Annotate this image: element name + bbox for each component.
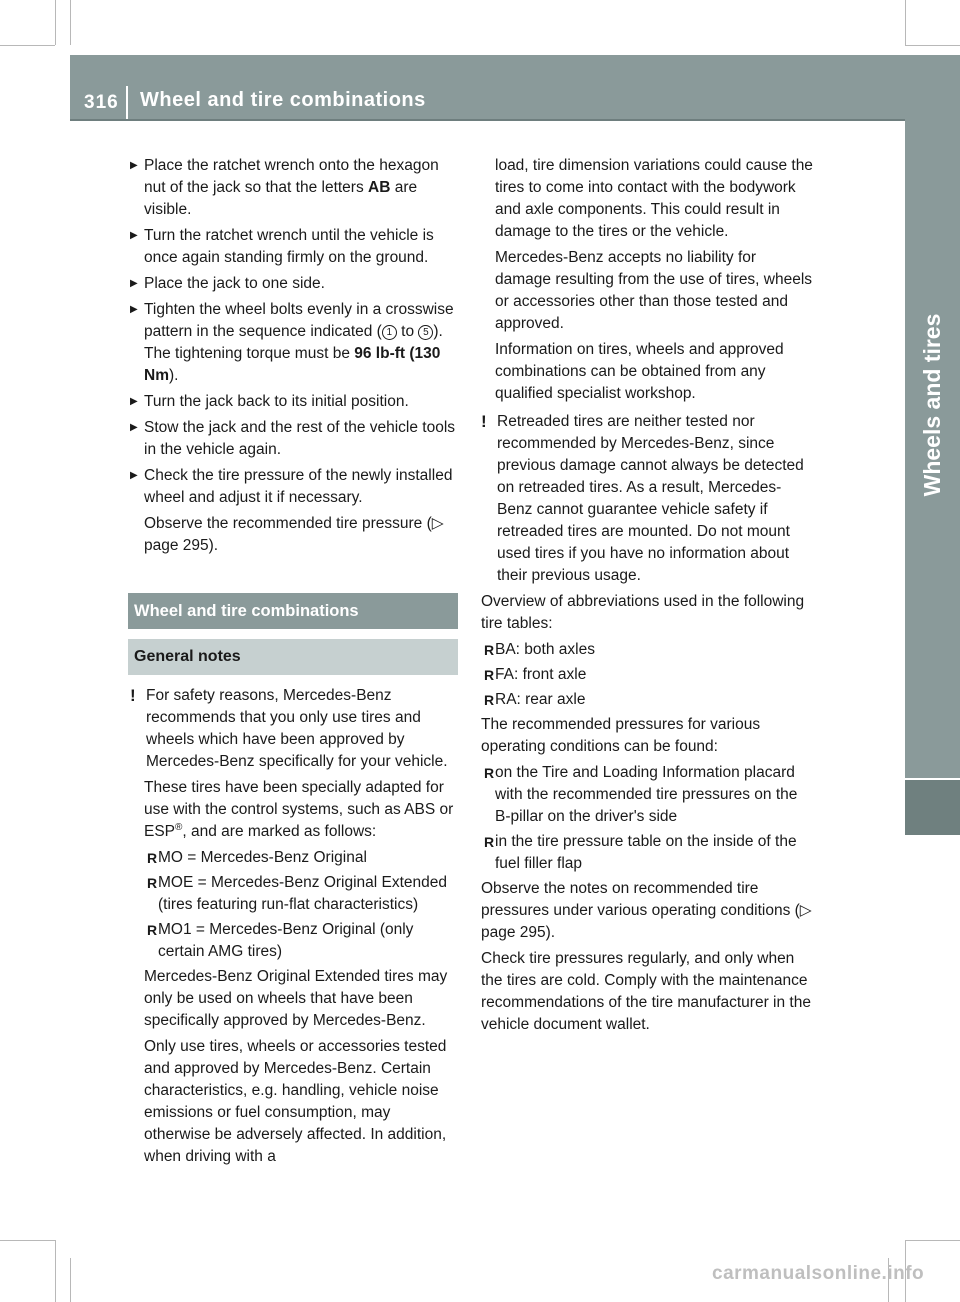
- bullet-icon: R: [147, 875, 158, 891]
- list-item: R on the Tire and Loading Information placard with the recommended tire pressures on the B-pillar on the driver's side: [484, 764, 798, 825]
- paragraph: Information on tires, wheels and approved combinations can be obtained from any qualified specialist workshop.: [495, 341, 784, 402]
- crop-mark: [905, 1240, 960, 1241]
- page-number: 316: [84, 92, 119, 113]
- instruction-step: ▶ Turn the ratchet wrench until the vehicle is once again standing firmly on the ground.: [130, 225, 460, 269]
- section-heading: Wheel and tire combinations: [128, 593, 458, 629]
- warning-icon: !: [130, 686, 136, 705]
- crop-mark: [905, 45, 960, 46]
- instruction-step: ▶ Stow the jack and the rest of the vehicle tools in the vehicle again.: [130, 417, 460, 461]
- right-column: [481, 155, 813, 1040]
- page-title: Wheel and tire combinations: [140, 89, 426, 111]
- header-underline: [70, 119, 905, 121]
- crop-mark: [905, 0, 906, 45]
- list-item: R FA: front axle: [481, 664, 813, 686]
- paragraph: Mercedes-Benz Original Extended tires may only be used on wheels that have been specifically approved by Mercedes-Benz.: [144, 968, 448, 1029]
- bullet-icon: R: [484, 642, 495, 658]
- instruction-step: ▶ Place the ratchet wrench onto the hexagon nut of the jack so that the letters AB are visible.: [130, 155, 460, 221]
- chapter-side-label: Wheels and tires: [919, 313, 945, 497]
- crop-mark: [55, 1240, 56, 1302]
- paragraph: Overview of abbreviations used in the following tire tables:: [481, 593, 805, 632]
- instruction-step: ▶ Turn the jack back to its initial position.: [130, 391, 460, 413]
- instruction-step: ▶ Place the jack to one side.: [130, 273, 460, 295]
- paragraph: The recommended pressures for various operating conditions can be found:: [481, 716, 761, 755]
- sequence-number-icon: 1: [382, 325, 397, 340]
- bullet-icon: R: [484, 834, 495, 850]
- crop-mark: [0, 45, 55, 46]
- list-item: R RA: rear axle: [481, 689, 813, 711]
- bullet-icon: R: [484, 667, 495, 683]
- watermark-text: carmanualsonline.info: [712, 1263, 925, 1284]
- chapter-tab-marker: [905, 780, 960, 835]
- crop-mark: [70, 1258, 71, 1302]
- warning-note: ! For safety reasons, Mercedes-Benz recommends that you only use tires and wheels which have been approved by Mercedes-Benz specifically for your vehicle.: [130, 686, 448, 770]
- list-item: R MO = Mercedes-Benz Original: [130, 847, 460, 869]
- paragraph: Mercedes-Benz accepts no liability for damage resulting from the use of tires, wheels or accessories other than those tested and approved.: [495, 249, 813, 332]
- left-column: [130, 155, 460, 1172]
- crop-mark: [0, 1240, 55, 1241]
- paragraph: Observe the notes on recommended tire pressures under various operating conditions (▷ page 295).: [481, 880, 812, 941]
- header-separator: [126, 86, 128, 119]
- step-note: Observe the recommended tire pressure (▷ page 295).: [144, 515, 444, 554]
- warning-note: ! Retreaded tires are neither tested nor recommended by Mercedes-Benz, since previous damage cannot always be detected on retreaded tires. As a result, Mercedes-Benz cannot guarantee vehicle safety if retreaded tires are mounted. Do not mount used tires if you have no information about their previous usage.: [481, 412, 804, 584]
- crop-mark: [55, 0, 56, 45]
- list-item: R MO1 = Mercedes-Benz Original (only certain AMG tires): [147, 921, 414, 960]
- warning-icon: !: [481, 412, 487, 431]
- paragraph: load, tire dimension variations could cause the tires to come into contact with the bodywork and axle components. This could result in damage to the tires or the vehicle.: [495, 157, 813, 240]
- bullet-icon: R: [147, 850, 158, 866]
- list-item: R in the tire pressure table on the inside of the fuel filler flap: [484, 833, 797, 872]
- instruction-step: ▶ Tighten the wheel bolts evenly in a crosswise pattern in the sequence indicated ( 1 to 5 ). The tightening torque must be 96 lb-ft (130 Nm).: [130, 299, 460, 387]
- list-item: R MOE = Mercedes-Benz Original Extended (tires featuring run-flat characteristics): [147, 874, 448, 913]
- bullet-icon: R: [147, 922, 158, 938]
- sequence-number-icon: 5: [418, 325, 433, 340]
- paragraph: These tires have been specially adapted for use with the control systems, such as ABS or ESP®, and are marked as follows:: [144, 779, 454, 840]
- list-item: R BA: both axles: [481, 639, 813, 661]
- subsection-heading: General notes: [128, 639, 458, 675]
- bullet-icon: R: [484, 765, 495, 781]
- bullet-icon: R: [484, 692, 495, 708]
- paragraph: Only use tires, wheels or accessories tested and approved by Mercedes-Benz. Certain characteristics, e.g. handling, vehicle noise emissions or fuel consumption, may otherwise be adversely affected. In addition, when driving with a: [144, 1038, 447, 1165]
- crop-mark: [70, 0, 71, 45]
- paragraph: Check tire pressures regularly, and only when the tires are cold. Comply with the maintenance recommendations of the tire manufacturer in the vehicle document wallet.: [481, 950, 811, 1033]
- instruction-step: ▶ Check the tire pressure of the newly installed wheel and adjust it if necessary.: [130, 465, 460, 509]
